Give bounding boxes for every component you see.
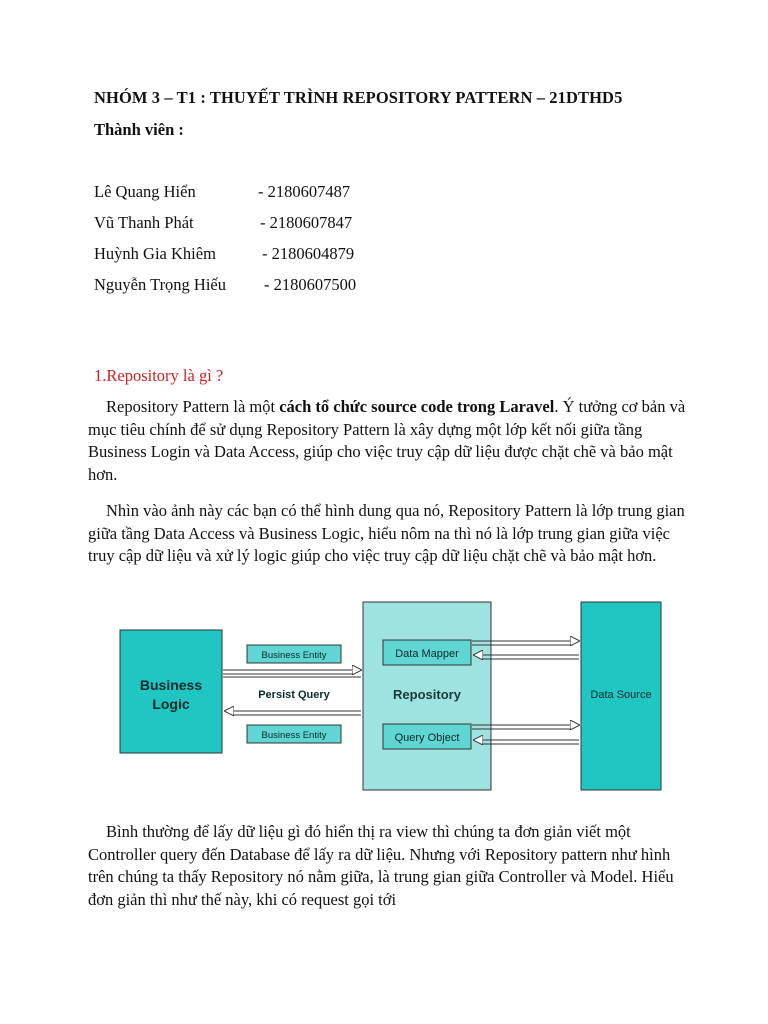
persist-query-label: Persist Query xyxy=(258,689,330,701)
business-logic-label-line1: Business xyxy=(139,677,203,693)
paragraph-1-text-cont: . Ý tưởng cơ bản và mục tiêu chính để sử dụng Repository Pattern là xây dựng một lớp kết nối giữa tầng Business Login và Data Access, giúp cho việc truy cập dữ liệu được chặt chẽ và bảo mật hơn. xyxy=(88,397,686,484)
paragraph-1-text: Repository Pattern là một xyxy=(106,397,280,416)
arrow-business-entity-bottom xyxy=(225,711,361,715)
paragraph-2-text: Nhìn vào ảnh này các bạn có thể hình dung qua nó, Repository Pattern là lớp trung gian giữa tầng Data Access và Business Logic, hiểu nôm na thì nó là lớp trung gian giữa việc truy cập dữ liệu và xử lý logic giúp cho việc truy cập dữ liệu chặt chẽ và bảo mật hơn. xyxy=(88,501,685,565)
paragraph-1 xyxy=(88,396,688,486)
member-name: Huỳnh Gia Khiêm xyxy=(94,244,216,263)
member-row xyxy=(94,244,355,264)
business-entity-bottom-label: Business Entity xyxy=(261,730,327,741)
business-logic-label-line2: Logic xyxy=(152,696,190,712)
member-row xyxy=(94,182,351,202)
business-entity-top-label: Business Entity xyxy=(261,650,327,661)
member-row xyxy=(94,275,357,295)
member-id: - 2180604879 xyxy=(262,244,355,263)
member-id: - 2180607847 xyxy=(260,213,353,232)
member-row xyxy=(94,213,353,233)
members-heading: Thành viên : xyxy=(94,120,184,139)
data-mapper-label: Data Mapper xyxy=(395,648,459,660)
member-name: Nguyễn Trọng Hiếu xyxy=(94,275,227,294)
paragraph-2 xyxy=(88,500,688,568)
repository-label: Repository xyxy=(393,687,461,702)
query-object-label: Query Object xyxy=(394,732,460,744)
member-name: Lê Quang Hiển xyxy=(94,182,196,201)
member-id: - 2180607487 xyxy=(258,182,351,201)
paragraph-1-bold-text: cách tổ chức source code trong Laravel xyxy=(279,397,555,416)
section-heading: 1.Repository là gì ? xyxy=(94,366,224,385)
data-source-label: Data Source xyxy=(590,689,652,701)
paragraph-3 xyxy=(88,821,688,911)
paragraph-3-text: Bình thường để lấy dữ liệu gì đó hiển thị ra view thì chúng ta đơn giản viết một Controller query đến Database để lấy ra dữ liệu. Nhưng với Repository pattern như hình trên chúng ta thấy Repository nó nằm giữa, là trung gian giữa Controller và Model. Hiểu đơn giản thì như thế này, khi có request gọi tới xyxy=(88,822,674,909)
member-id: - 2180607500 xyxy=(264,275,357,294)
document-title: NHÓM 3 – T1 : THUYẾT TRÌNH REPOSITORY PATTERN – 21DTHD5 xyxy=(94,88,623,107)
arrow-business-entity-top xyxy=(223,670,361,674)
member-name: Vũ Thanh Phát xyxy=(94,213,194,232)
repository-diagram xyxy=(105,597,670,797)
